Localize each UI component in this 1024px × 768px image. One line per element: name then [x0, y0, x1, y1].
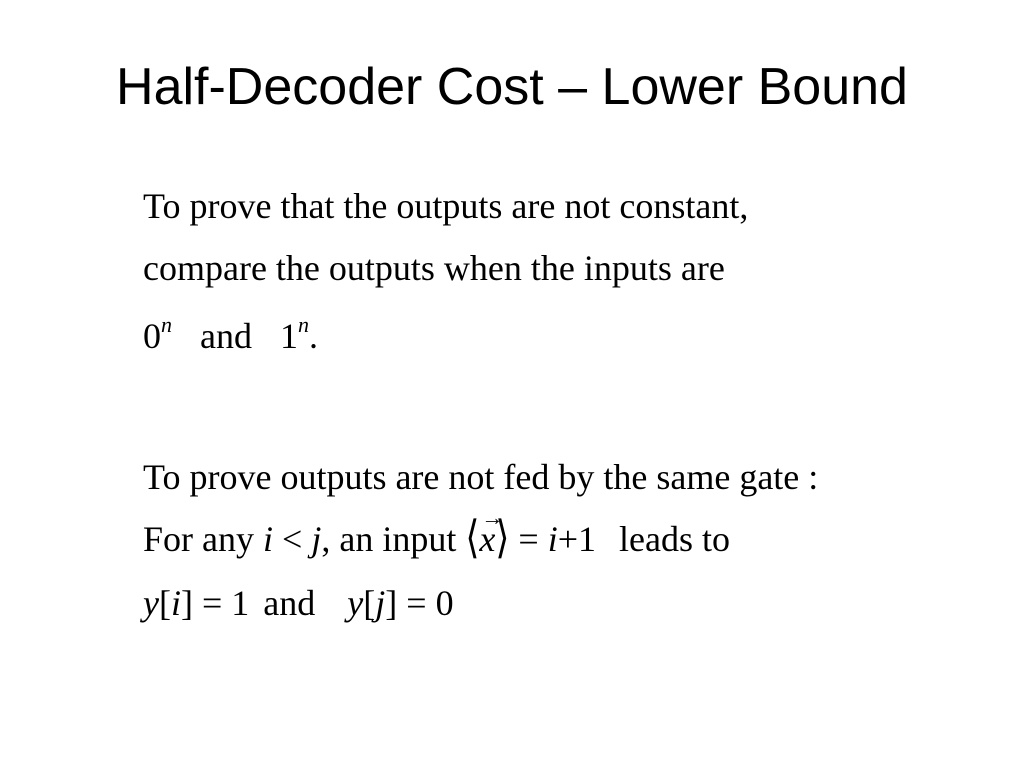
one: 1: [279, 316, 298, 356]
bracket-eq-zero: ] = 0: [385, 583, 454, 623]
exponent-n: n: [161, 312, 172, 337]
block1-line3: [143, 314, 318, 363]
leads-to: leads to: [619, 519, 731, 559]
block1-line2: compare the outputs when the inputs are: [143, 248, 725, 288]
bracket: [: [363, 583, 376, 623]
var-i: i: [263, 519, 274, 559]
period: .: [308, 316, 318, 356]
and-word: and: [263, 583, 316, 623]
var-x: x: [479, 519, 496, 559]
plus-one: +1: [557, 519, 597, 559]
bracket: [: [158, 583, 171, 623]
vector-arrow-icon: →: [481, 505, 504, 530]
zero: 0: [143, 316, 161, 356]
exponent-n: n: [297, 312, 309, 337]
and-word: and: [200, 316, 252, 356]
var-j: j: [375, 583, 386, 623]
block2-line3: [143, 581, 454, 625]
for-any: For any: [143, 519, 254, 559]
vector-x: [479, 505, 504, 561]
equals: =: [518, 519, 539, 559]
right-angle: ⟩: [495, 512, 510, 563]
var-y: y: [347, 583, 364, 623]
an-input: , an input: [321, 519, 457, 559]
left-angle: ⟨: [465, 512, 480, 563]
var-i: i: [547, 519, 558, 559]
slide-title: Half-Decoder Cost – Lower Bound: [116, 58, 908, 116]
block2-line1: To prove outputs are not fed by the same gate :: [143, 457, 819, 497]
var-i: i: [170, 583, 181, 623]
less-than: <: [282, 519, 303, 559]
bracket-eq-one: ] = 1: [181, 583, 250, 623]
var-j: j: [311, 519, 322, 559]
block2-line2: [143, 505, 731, 563]
block1-line1: To prove that the outputs are not constant,: [143, 186, 749, 226]
var-y: y: [143, 583, 159, 623]
